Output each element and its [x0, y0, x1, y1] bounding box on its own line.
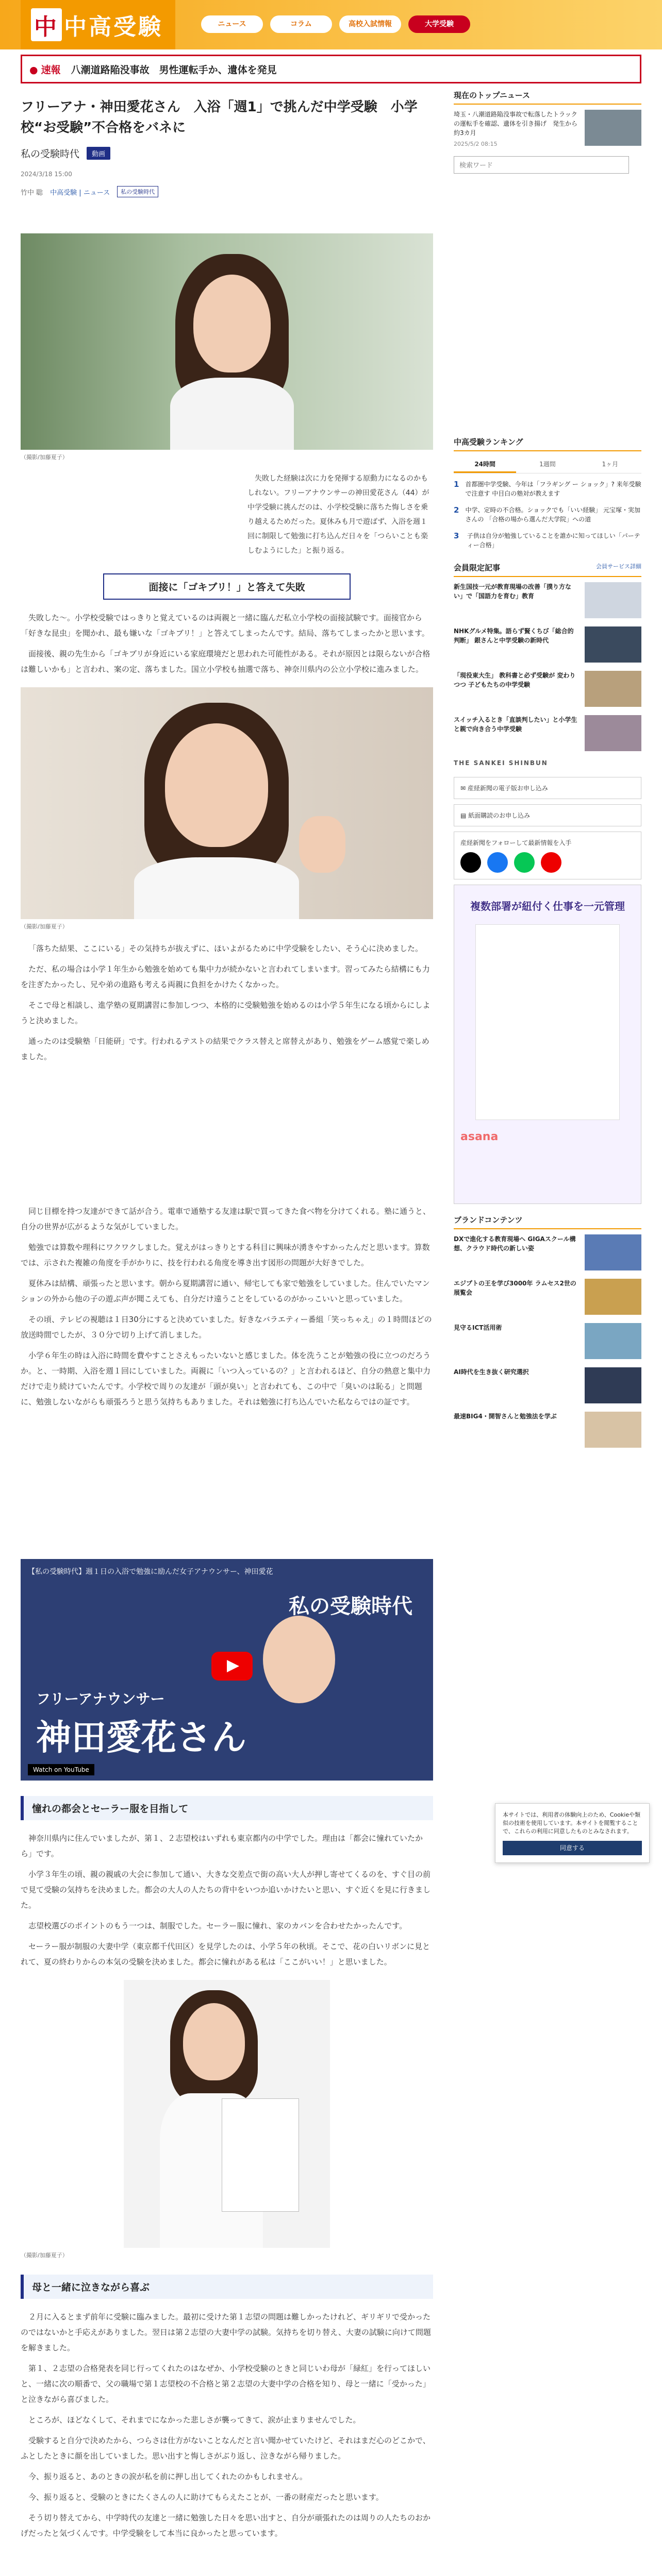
paragraph: 夏休みは結構、頑張ったと思います。朝から夏期講習に通い、帰宅しても家で勉強をしていました。住んでいたマンションの外から他の子の遊ぶ声が聞こえても、自分だけ遠うことをしているのがかっこいいと思っていました。: [21, 1279, 430, 1303]
photo-caption: （撮影/加藤夏子）: [21, 454, 68, 461]
paragraph: 同じ目標を持つ友達ができて話が合う。電車で通塾する友達は駅で買ってきた食べ物を分けてくれる。塾に通うと、自分の世界が広がるような気がしていました。: [21, 1207, 431, 1231]
brand-thumb[interactable]: [585, 1323, 641, 1359]
social-row: [460, 852, 635, 873]
service-text[interactable]: 「現役東大生」 教科書と必ず受験が 変わりつつ 子どもたちの中学受験: [454, 672, 576, 688]
youtube-icon[interactable]: [541, 852, 561, 873]
series-badge: 動画: [87, 147, 110, 160]
paragraph: 「落ちた結果、ここにいる」その気持ちが抜えずに、ほいよがるために中学受験をしたい、そう心に決めました。: [28, 944, 423, 953]
rank-number: 3: [454, 531, 459, 540]
play-icon[interactable]: [211, 1652, 253, 1681]
ranking-heading: 中高受験ランキング: [454, 436, 641, 451]
video-title: 【私の受験時代】週１日の入浴で勉強に励んだ女子アナウンサー、神田愛花: [28, 1568, 273, 1576]
brand-text[interactable]: 最速BIG4・開智さんと勉強法を学ぶ: [454, 1413, 557, 1420]
service-thumb[interactable]: [585, 715, 641, 751]
nav-university[interactable]: 大学受験: [408, 15, 470, 33]
watch-on-youtube[interactable]: Watch on YouTube: [28, 1764, 94, 1775]
cookie-text: 本サイトでは、利用者の体験向上のため、Cookieや類似の技術を使用しています。本サイトを閲覧することで、これらの利用に同意したものとみなされます。: [503, 1811, 641, 1835]
brand-text[interactable]: 見守るICT活用術: [454, 1324, 502, 1331]
x-icon[interactable]: [460, 852, 481, 873]
series-row: [21, 146, 433, 160]
lead-paragraph: 失敗した経験は次に力を発揮する原動力になるのかもしれない。フリーアナウンサーの神田愛花さん（44）が中学受験に挑んだのは、小学校受験に落ちた悔しさを乗り越えるためだった。夏休みも月で遊ばず、入浴を週１回に制限して勉強に打ち込んだ日々を「つらいことも楽しむようにした」と振り返る。: [247, 474, 429, 555]
ad-brand[interactable]: asana: [460, 1130, 499, 1143]
category-link[interactable]: 中高受験 | ニュース: [50, 189, 110, 197]
paragraph: 小学３年生の頃、親の親戚の大会に参加して通い、大きな交差点で街の高い大人が押し寄せてくるのを、すぐ目の前で見て受験の気持ちを決めました。都会の大人の人たちの背中をいつか追いかけたいと思い、すぐ近くを見に行きました。: [21, 1870, 431, 1910]
lead-text: [247, 471, 433, 558]
site-header: [0, 0, 662, 49]
paragraph: 神奈川県内に住んでいましたが、第１、２志望校はいずれも東京都内の中学でした。理由は「都会に憧れていたから」です。: [21, 1834, 423, 1858]
brand-thumb[interactable]: [585, 1234, 641, 1270]
section-3-body: [21, 1204, 433, 1410]
video-series: 私の受験時代: [289, 1594, 412, 1618]
service-item[interactable]: [454, 715, 641, 751]
heading-1: 面接に「ゴキブリ！」と答えて失敗: [103, 573, 351, 600]
rank-number: 1: [454, 480, 459, 489]
main-photo: [21, 233, 433, 450]
brand-text[interactable]: DXで進化する教育現場へ GIGAスクール構想、クラウド時代の新しい姿: [454, 1235, 576, 1252]
author: 竹中 聡: [21, 189, 43, 197]
sidebar-ad: [454, 179, 641, 436]
paragraph: ２月に入るとまず前年に受験に臨みました。最初に受けた第１志望の問題は難しかったけれど、ギリギリで受かったのではないかと手応えがありました。翌日は第２志望の大妻中学の試験。気持ちを切り替え、大妻の試験に向けて問題を解きました。: [21, 2312, 431, 2352]
newspaper-icon: ▤: [460, 812, 469, 819]
partner-logo[interactable]: THE SANKEI SHINBUN: [454, 759, 548, 767]
nav-news[interactable]: ニュース: [201, 15, 263, 33]
paragraph: そう切り替えてから、中学時代の友達と一緒に勉強した日々を思い出すと、自分が頑張れたのは周りの人たちのおかげだったと気づくんです。中学受験をして本当に良かったと思っています。: [21, 2513, 431, 2538]
photo-3: [124, 1980, 330, 2248]
paragraph: ところが、ほどなくして、それまでになかった悲しさが襲ってきて、涙が止まりませんでした。: [28, 2415, 361, 2425]
mail-icon: ✉: [460, 785, 468, 792]
rank-text[interactable]: 中学、定時の不合格。ショックでも「いい経験」 元宝塚・実加さんの 「合格の場から選んだ大学院」への道: [465, 506, 641, 523]
article-date: 2024/3/18 15:00: [21, 171, 72, 178]
brand-thumb[interactable]: [585, 1412, 641, 1448]
brand-text[interactable]: エジプトの王を学び3000年 ラムセス2世の展覧会: [454, 1280, 576, 1296]
brand-item[interactable]: [454, 1279, 641, 1315]
main-nav: [201, 15, 470, 33]
paragraph: 小学６年生の時は入浴に時間を費やすことさえもったいないと感じました。体を洗うことが勉強の役に立つのだろうか。と、一時期、入浴を週１回にしていました。両親に「いつ入っているの？」と言われるほど、自分の熱意と集中力だけで走り続けていたんです。小学校で周りの友達が「頭が臭い」と言われても、この中で「臭いのは恥る」と問題に、勉強しないながらも頑張ろうと思う気持ちもありました。それは勉強に打ち込んでいた私ならではの証です。: [21, 1351, 431, 1406]
mail-text[interactable]: 産経新聞の電子版お申し込み: [467, 785, 548, 792]
youtube-video[interactable]: [21, 1559, 433, 1781]
rank-number: 2: [454, 505, 459, 515]
photo-2: [21, 687, 433, 919]
ad-space: [21, 1070, 433, 1204]
breaking-news-bar[interactable]: [21, 55, 641, 83]
paragraph: 第１、２志望の合格発表を同じ行ってくれたのはなぜか、小学校受験のときと同じいわ母が「緑紅」を行ってほしいと、一緒に次の順番で、父の職場で第１志望校の不合格と第２志望の大妻中学の合格を知り、母と一緒に「受かった」と泣きながら喜びました。: [21, 2364, 431, 2404]
logo-text: 中高受験: [64, 14, 163, 40]
service-item[interactable]: [454, 582, 641, 618]
section-5-body: [21, 2309, 433, 2541]
search-input[interactable]: [454, 156, 629, 174]
line-icon[interactable]: [514, 852, 535, 873]
paragraph: 今、振り返ると、あのときの涙が私を前に押し出してくれたのかもしれません。: [28, 2472, 307, 2481]
paragraph: セーラー服が制服の大妻中学（東京都千代田区）を見学したのは、小学５年の秋頃。そこで、花の白いリボンに見とれて、夏の終わりからの本気の受験を決めました。都会に憧れがある私は「ここがいい！」と思いました。: [21, 1942, 431, 1967]
service-heading: 会員限定記事: [454, 563, 501, 572]
paragraph: そこで母と相談し、進学塾の夏期講習に参加しつつ、本格的に受験勉強を始めるのは小学５年生になる頃からにしようと決めました。: [21, 1001, 431, 1025]
paragraph: その頃、テレビの視聴は１日30分にすると決めていました。好きなバラエティー番組「笑っちゃえ」の１時間ほどの放送時間でしたが、３０分で切り上げて消しました。: [21, 1315, 432, 1340]
brand-item[interactable]: [454, 1412, 641, 1448]
tab-1week[interactable]: 1週間: [539, 461, 556, 468]
follow-text: 産経新聞をフォローして最新情報を入手: [460, 839, 572, 846]
top-news-thumb[interactable]: [585, 110, 641, 146]
photo-3-caption: （撮影/加藤夏子）: [21, 2252, 68, 2259]
paragraph: ただ、私の場合は小学１年生から勉強を始めても集中力が続かないと言われてしまいます。習ってみたら結構にも力を注ぎたかったし、兄や弟の進路も考える両親に負担をかけたくなかった。: [21, 964, 430, 989]
nav-column[interactable]: コラム: [270, 15, 332, 33]
heading-3: 母と一緒に泣きながら喜ぶ: [21, 2275, 433, 2299]
cookie-accept-button[interactable]: 同意する: [503, 1841, 642, 1855]
sidebar: [454, 90, 641, 1456]
paragraph: 志望校選びのポイントのもう一つは、制服でした。セーラー服に憧れ、家のカバンを合わせたかったんです。: [28, 1921, 407, 1930]
breaking-text[interactable]: 八潮道路陥没事故 男性運転手か、遺体を発見: [71, 64, 277, 76]
app-box[interactable]: [454, 804, 641, 826]
series-name: 私の受験時代: [21, 148, 80, 160]
top-news-heading: 現在のトップニュース: [454, 90, 641, 105]
article-title: フリーアナ・神田愛花さん 入浴「週1」で挑んだ中学受験 小学校“お受験”不合格をバネに: [21, 99, 418, 135]
app-text[interactable]: 紙面購読のお申し込み: [468, 812, 531, 819]
brand-item[interactable]: [454, 1234, 641, 1270]
ad-space-2: [21, 1415, 433, 1559]
brand-content-heading: ブランドコンテンツ: [454, 1214, 641, 1229]
ranking-item[interactable]: [454, 505, 641, 524]
brand-thumb[interactable]: [585, 1367, 641, 1403]
service-item[interactable]: [454, 626, 641, 663]
service-thumb[interactable]: [585, 626, 641, 663]
facebook-icon[interactable]: [487, 852, 508, 873]
rank-text[interactable]: 子供は自分が勉強していることを誰かに知ってほしい「パーティー合格」: [467, 532, 640, 549]
asana-ad[interactable]: [454, 885, 641, 1204]
heading-2: 憧れの都会とセーラー服を目指して: [21, 1796, 433, 1820]
ad-title[interactable]: 複数部署が紐付く仕事を一元管理: [470, 900, 625, 912]
brand-item[interactable]: [454, 1367, 641, 1403]
photo-2-caption: （撮影/加藤夏子）: [21, 923, 68, 930]
rank-text[interactable]: 首都圏中学受験、今年は「フラギング ー ショック」? 来年受験で注意す 中目白の塾対が教えます: [465, 481, 641, 497]
top-news-date: 2025/5/2 08:15: [454, 141, 498, 147]
service-thumb[interactable]: [585, 671, 641, 707]
meta-row: [21, 186, 433, 197]
follow-box: [454, 832, 641, 879]
mail-box[interactable]: [454, 777, 641, 799]
brand-thumb[interactable]: [585, 1279, 641, 1315]
paragraph: 通ったのは受験塾「日能研」です。行われるテストの結果でクラス替えと席替えがあり、勉強をゲーム感覚で楽しめました。: [21, 1037, 429, 1061]
site-logo[interactable]: [21, 0, 175, 49]
paragraph: 面接後、親の先生から「ゴキブリが身近にいる家庭環境だと思われた可能性がある。それが原因とは限らないが合格は難しいかも」と言われ、案の定、落ちました。国立小学校も抽選で落ち、神奈川県内の公立小学校に進みました。: [21, 649, 431, 674]
ranking-tabs: [454, 456, 641, 473]
brand-item[interactable]: [454, 1323, 641, 1359]
ranking-item[interactable]: [454, 480, 641, 498]
paragraph: 今、振り返ると、受験のときにたくさんの人に助けてもらえたことが、一番の財産だったと思います。: [28, 2493, 384, 2502]
service-text[interactable]: NHKグルメ特集。語らず賢くちび「総合的判断」 銀さんと中学受験の新時代: [454, 628, 574, 644]
top-news-text[interactable]: 埼玉・八潮道路陥没事故で転落したトラックの運転手を確認、遺体を引き揚げ 発生から約3カ月: [454, 111, 578, 137]
logo-mark: 中: [31, 8, 62, 41]
service-text[interactable]: スイッチ入るとき「直談判したい」と小学生と親で向き合う中学受験: [454, 716, 577, 733]
video-name: 神田愛花さん: [36, 1717, 247, 1758]
nav-highschool[interactable]: 高校入試情報: [339, 15, 401, 33]
paragraph: 失敗した～。小学校受験ではっきりと覚えているのは両親と一緒に臨んだ私立小学校の面接試験です。面接官から「好きな昆虫」を聞かれ、最も嫌いな「ゴキブリ！」と答えてしまったんです。結局、落ちてしまったかと思います。: [21, 613, 429, 638]
article: [21, 90, 433, 2546]
ranking-item[interactable]: [454, 531, 641, 550]
section-1-body: [21, 610, 433, 677]
paragraph: 受験すると自分で決めたから、つらさは仕方がないことなんだと言い聞かせていたけど、それはまだ心のどこかで、ふとしたときに顔を出していました。思い出すと悔しさがぶり返し、泣きながら帰りました。: [21, 2436, 431, 2461]
section-2-body: [21, 941, 433, 1064]
category-badge[interactable]: 私の受験時代: [117, 186, 158, 197]
paragraph: 勉強では算数や理科にワクワクしました。覚えがはっきりとする科目に興味が湧きやすかったんだと思います。算数では、示された複雑の角度を手がかりに、技を行われる角度を導き出す図形の問題が大好きでした。: [21, 1243, 430, 1267]
video-subtitle: フリーアナウンサー: [36, 1690, 165, 1707]
brand-text[interactable]: AI時代を生き抜く研究選択: [454, 1368, 529, 1376]
top-news-item[interactable]: [454, 110, 641, 149]
breaking-tag: ● 速報: [29, 62, 61, 76]
tab-1month[interactable]: 1ヶ月: [602, 461, 619, 468]
section-4-body: [21, 1831, 433, 1970]
cookie-banner: [495, 1803, 650, 1863]
service-more-link[interactable]: 会員サービス詳細: [596, 563, 641, 570]
ad-screenshot: [475, 924, 620, 1120]
service-item[interactable]: [454, 671, 641, 707]
service-thumb[interactable]: [585, 582, 641, 618]
tab-24h[interactable]: 24時間: [454, 456, 516, 473]
service-text[interactable]: 新生国技一元が教育現場の改善「撲り方ない」で「国語力を育む」教育: [454, 583, 572, 600]
